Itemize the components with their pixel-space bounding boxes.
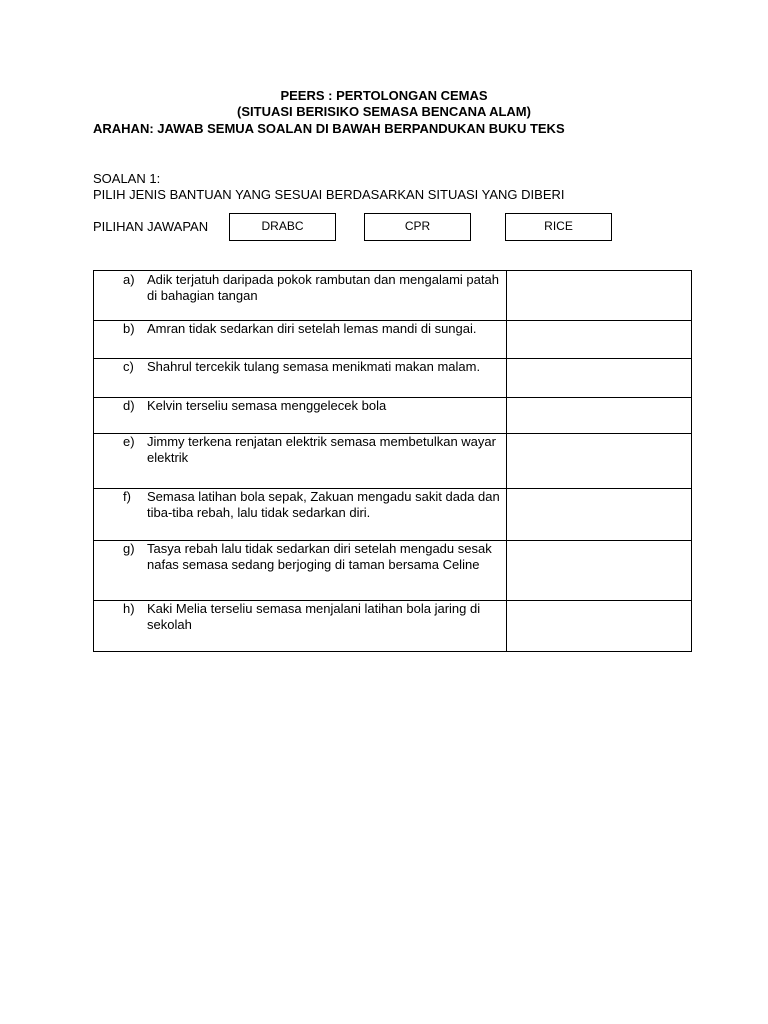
item-letter: d) [123,398,135,413]
question-cell [94,601,507,652]
answer-cell[interactable] [507,321,692,359]
question-table [93,270,692,652]
question-cell [94,321,507,359]
question-cell [94,489,507,541]
choice-cpr-box: CPR [364,213,471,241]
item-text: Semasa latihan bola sepak, Zakuan mengadu sakit dada dan tiba-tiba rebah, lalu tidak sedarkan diri. [147,489,500,520]
item-letter: c) [123,359,134,374]
question-row-e [94,434,692,489]
answer-cell[interactable] [507,434,692,489]
answer-choices-label: PILIHAN JAWAPAN [93,219,209,234]
question-row-h [94,601,692,652]
answer-cell[interactable] [507,541,692,601]
answer-cell[interactable] [507,271,692,321]
answer-cell[interactable] [507,398,692,434]
item-text: Jimmy terkena renjatan elektrik semasa membetulkan wayar elektrik [147,434,496,465]
question-cell [94,398,507,434]
question-prompt: PILIH JENIS BANTUAN YANG SESUAI BERDASARKAN SITUASI YANG DIBERI [93,187,565,202]
item-letter: g) [123,541,135,556]
question-row-a [94,271,692,321]
question-row-b [94,321,692,359]
question-cell [94,541,507,601]
question-row-d [94,398,692,434]
item-letter: b) [123,321,135,336]
question-row-g [94,541,692,601]
item-text: Kelvin terseliu semasa menggelecek bola [147,398,387,413]
worksheet-title: PEERS : PERTOLONGAN CEMAS [280,88,488,103]
item-text: Adik terjatuh daripada pokok rambutan dan mengalami patah di bahagian tangan [147,272,499,303]
answer-cell[interactable] [507,359,692,398]
question-cell [94,271,507,321]
question-row-f [94,489,692,541]
question-row-c [94,359,692,398]
item-letter: h) [123,601,135,616]
question-number: SOALAN 1: [93,171,161,186]
item-letter: e) [123,434,135,449]
worksheet-subtitle: (SITUASI BERISIKO SEMASA BENCANA ALAM) [237,104,531,119]
item-text: Tasya rebah lalu tidak sedarkan diri setelah mengadu sesak nafas semasa sedang berjoging di taman bersama Celine [147,541,492,572]
item-text: Amran tidak sedarkan diri setelah lemas mandi di sungai. [147,321,477,336]
choice-rice-box: RICE [505,213,612,241]
item-text: Shahrul tercekik tulang semasa menikmati makan malam. [147,359,481,374]
question-cell [94,359,507,398]
item-letter: a) [123,272,135,287]
choice-drabc-box: DRABC [229,213,336,241]
item-text: Kaki Melia terseliu semasa menjalani latihan bola jaring di sekolah [147,601,481,632]
question-cell [94,434,507,489]
answer-cell[interactable] [507,601,692,652]
item-letter: f) [123,489,131,504]
answer-cell[interactable] [507,489,692,541]
instruction-text: ARAHAN: JAWAB SEMUA SOALAN DI BAWAH BERPANDUKAN BUKU TEKS [93,121,565,136]
